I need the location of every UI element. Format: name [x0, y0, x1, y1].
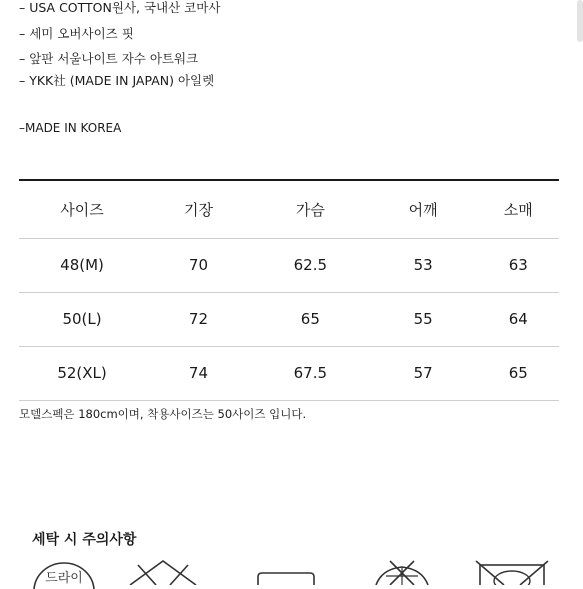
header-chest: 가슴 — [295, 200, 325, 219]
no-tumble-dry-icon — [474, 559, 550, 585]
table-cell: 52(XL) — [57, 364, 107, 382]
size-table — [19, 179, 559, 401]
feature-item: – 앞판 서울나이트 자수 아트워크 — [19, 51, 199, 66]
dry-clean-label: 드라이 — [45, 571, 83, 586]
header-sleeve: 소매 — [503, 200, 533, 219]
iron-icon — [372, 559, 432, 585]
header-size: 사이즈 — [60, 200, 104, 219]
table-cell: 53 — [413, 256, 433, 274]
table-row — [19, 346, 559, 400]
care-title: 세탁 시 주의사항 — [32, 532, 137, 548]
origin-label: –MADE IN KOREA — [19, 121, 122, 135]
dry-clean-icon — [32, 559, 96, 589]
table-cell: 48(M) — [60, 256, 104, 274]
table-cell: 65 — [300, 310, 320, 328]
table-cell: 70 — [188, 256, 209, 274]
table-cell: 72 — [188, 310, 209, 328]
table-cell: 67.5 — [293, 364, 328, 382]
table-row — [19, 238, 559, 292]
no-bleach-icon — [126, 559, 200, 585]
table-cell: 62.5 — [293, 256, 328, 274]
table-cell: 55 — [413, 310, 433, 328]
scrollbar-thumb[interactable] — [577, 0, 583, 42]
table-row — [19, 292, 559, 346]
size-table-header-row — [19, 180, 559, 238]
feature-item: – 세미 오버사이즈 핏 — [19, 26, 134, 41]
table-cell: 63 — [508, 256, 528, 274]
header-length: 기장 — [183, 200, 213, 219]
table-cell: 64 — [508, 310, 528, 328]
feature-item: – USA COTTON원사, 국내산 코마사 — [19, 0, 221, 15]
feature-item: – YKK社 (MADE IN JAPAN) 아일렛 — [19, 73, 215, 88]
table-cell: 57 — [413, 364, 433, 382]
table-cell: 65 — [508, 364, 528, 382]
model-spec-note: 모델스펙은 180cm이며, 착용사이즈는 50사이즈 입니다. — [19, 407, 307, 421]
table-cell: 50(L) — [62, 310, 102, 328]
table-cell: 74 — [188, 364, 209, 382]
header-shoulder: 어깨 — [408, 200, 438, 219]
